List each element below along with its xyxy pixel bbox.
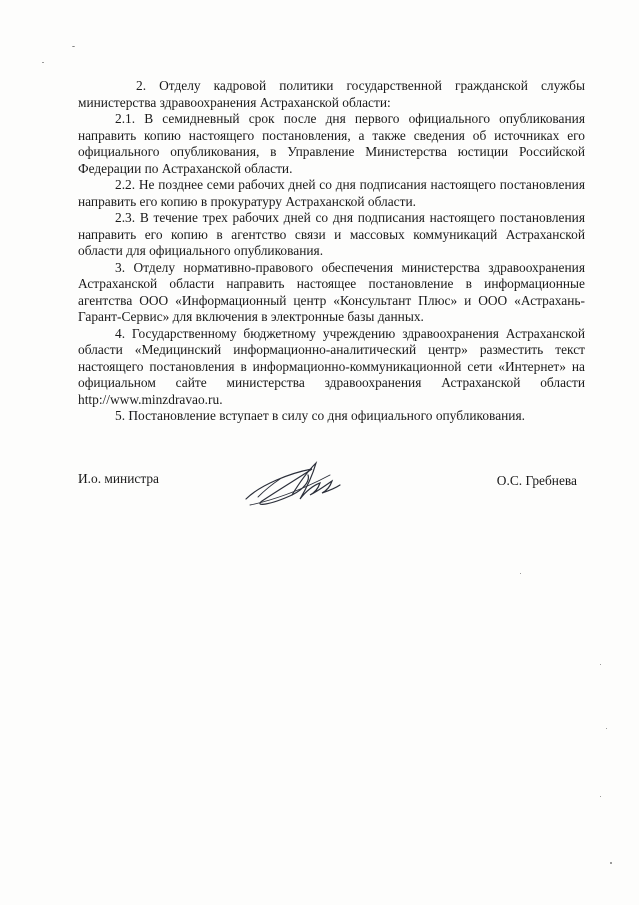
paragraph-2-1: 2.1. В семидневный срок после дня первого официального опубликования направить копию настоящего постановления, а также сведения об источниках его официального опубликования, в Управление Министерства юстиции Российской Федерации по Астраханской области. xyxy=(78,111,585,176)
paragraph-2-2: 2.2. Не позднее семи рабочих дней со дня подписания настоящего постановления направить его копию в прокуратуру Астраханской области. xyxy=(78,177,585,209)
signatory-name: О.С. Гребнева xyxy=(496,473,577,488)
signatory-title: И.о. министра xyxy=(78,471,159,486)
scan-speck xyxy=(520,573,521,574)
paragraph-5: 5. Постановление вступает в силу со дня официального опубликования. xyxy=(115,408,525,423)
paragraph-2: 2. Отделу кадровой политики государственной гражданской службы министерства здравоохранения Астраханской области: xyxy=(78,78,585,110)
scan-speck xyxy=(42,62,44,63)
scan-speck xyxy=(600,664,601,665)
paragraph-3: 3. Отделу нормативно-правового обеспечения министерства здравоохранения Астраханской области направить настоящее постановление в информационные агентства ООО «Информационный центр «Консультант Плюс» и ООО «Астрахань-Гарант-Сервис» для включения в электронные базы данных. xyxy=(78,259,585,324)
scan-speck xyxy=(610,862,612,864)
scan-speck xyxy=(606,728,607,729)
document-body xyxy=(78,78,585,425)
scan-speck xyxy=(600,796,601,797)
paragraph-4: 4. Государственному бюджетному учреждению здравоохранения Астраханской области «Медицинский информационно-аналитический центр» разместить текст настоящего постановления в информационно-коммуникационной сети «Интернет» на официальном сайте министерства здравоохранения Астраханской области http://www.minzdravao.ru. xyxy=(78,325,585,407)
handwritten-signature-icon xyxy=(240,455,350,515)
scan-speck xyxy=(72,46,75,47)
paragraph-2-3: 2.3. В течение трех рабочих дней со дня подписания настоящего постановления направить его копию в агентство связи и массовых коммуникаций Астраханской области для официального опубликования. xyxy=(78,210,585,258)
